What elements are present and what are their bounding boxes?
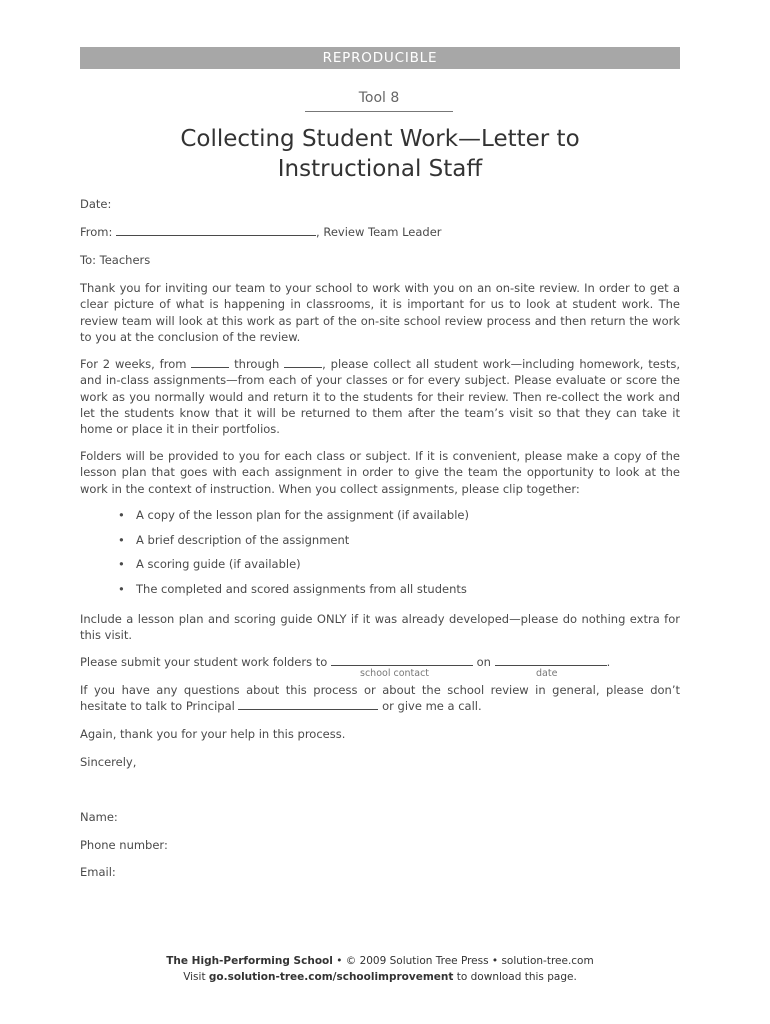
submit-part-b: on xyxy=(476,655,491,669)
para5-part-b: or give me a call. xyxy=(382,699,482,714)
footer-visit-suffix: to download this page. xyxy=(453,971,577,983)
principal-blank[interactable] xyxy=(238,699,378,710)
school-contact-caption: school contact xyxy=(360,668,430,679)
paragraph-folders: Folders will be provided to you for each class or subject. If it is convenient, please make a copy of the lesson plan that goes with each assignment in order to give the team the opportunity to look at the work in the context of instruction. When you collect assignments, please clip together: xyxy=(80,449,680,496)
from-blank[interactable] xyxy=(116,225,316,236)
submit-part-c: . xyxy=(606,655,611,669)
title-line-2: Instructional Staff xyxy=(277,156,483,182)
paragraph-questions xyxy=(80,682,680,715)
paragraph-collection xyxy=(80,356,680,437)
paragraph-intro: Thank you for inviting our team to your school to work with you on an on-site review. In order to get a clear picture of what is happening in classrooms, it is important for us to look at student work. The review team will look at this work as part of the on-site school review process and then return the work to you at the conclusion of the review. xyxy=(80,281,680,344)
to-line: To: Teachers xyxy=(80,253,151,267)
page-footer xyxy=(80,953,680,985)
footer-line-2 xyxy=(80,969,680,985)
para2-part-c: , please collect all student work—including homework, tests, and in-class assignments—from each of your classes or for every subject. Please evaluate or score the work as you normally would and return it to the students for their review. Then re-collect the work and let the students know that it will be returned to them after the team’s visit so that they can take it home or place it in their portfolios. xyxy=(80,357,680,437)
list-item: • A copy of the lesson plan for the assignment (if available) xyxy=(118,507,678,532)
title-line-1: Collecting Student Work—Letter to xyxy=(180,126,580,152)
tool-label: Tool 8 xyxy=(305,90,453,112)
from-label: From: xyxy=(80,225,113,239)
reproducible-banner: REPRODUCIBLE xyxy=(80,47,680,69)
para2-part-a: For 2 weeks, from xyxy=(80,357,187,371)
list-item: • A brief description of the assignment xyxy=(118,532,678,557)
footer-copyright: • © 2009 Solution Tree Press • solution-tree.com xyxy=(332,955,594,967)
email-line: Email: xyxy=(80,865,116,879)
sincerely-line: Sincerely, xyxy=(80,755,137,769)
footer-line-1 xyxy=(80,953,680,969)
list-item: • A scoring guide (if available) xyxy=(118,556,678,581)
footer-book-title: The High-Performing School xyxy=(166,955,333,967)
thanks-line: Again, thank you for your help in this process. xyxy=(80,727,346,741)
from-suffix: , Review Team Leader xyxy=(316,225,442,239)
footer-visit-prefix: Visit xyxy=(183,971,209,983)
from-line xyxy=(80,224,680,240)
school-contact-blank[interactable] xyxy=(331,655,473,666)
footer-download-link[interactable]: go.solution-tree.com/schoolimprovement xyxy=(208,971,454,983)
paragraph-include: Include a lesson plan and scoring guide ONLY if it was already developed—please do nothing extra for this visit. xyxy=(80,612,680,643)
para5-part-a: If you have any questions about this process or about the school review in general, please don’t hesitate to talk to Principal xyxy=(80,683,680,714)
submit-date-blank[interactable] xyxy=(495,655,607,666)
date-caption: date xyxy=(536,668,558,679)
submit-part-a: Please submit your student work folders to xyxy=(80,655,328,669)
through-date-blank[interactable] xyxy=(284,357,322,368)
date-line: Date: xyxy=(80,197,112,211)
phone-line: Phone number: xyxy=(80,838,168,852)
page-title xyxy=(80,124,680,184)
list-item: • The completed and scored assignments from all students xyxy=(118,581,678,606)
name-line: Name: xyxy=(80,810,118,824)
clip-together-list xyxy=(118,507,678,606)
from-date-blank[interactable] xyxy=(191,357,229,368)
para2-part-b: through xyxy=(234,357,280,371)
